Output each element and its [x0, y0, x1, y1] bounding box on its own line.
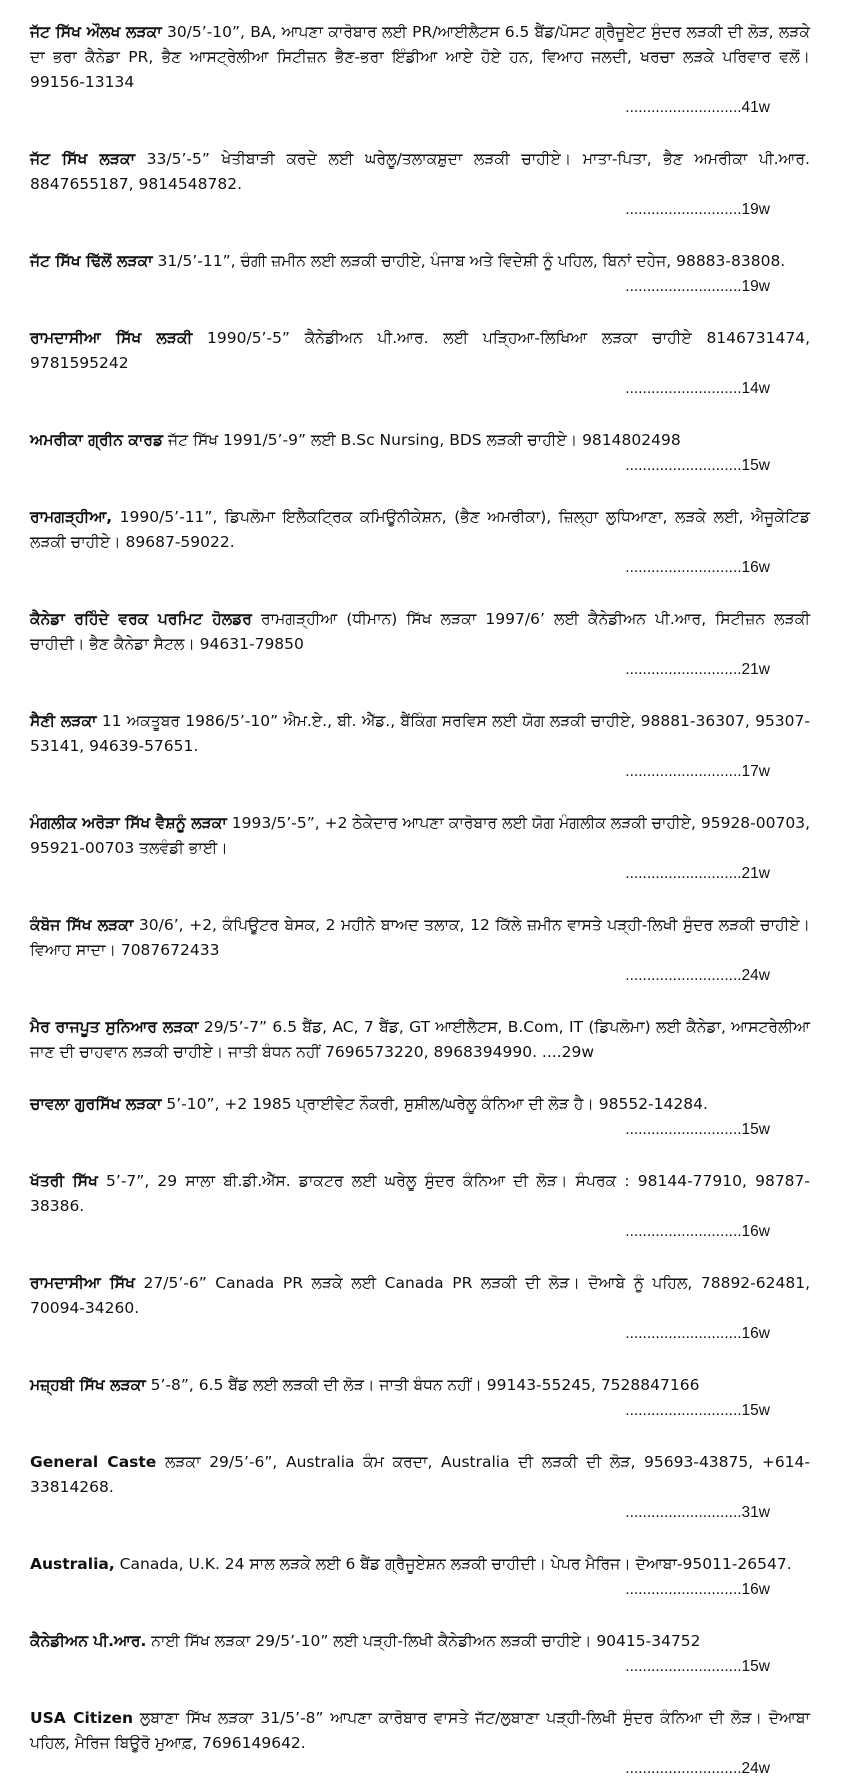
ad-code-line: [30, 1117, 810, 1142]
ad-code-line: [30, 376, 810, 401]
ad-body-text: 5’-8”, 6.5 ਬੈਂਡ ਲਈ ਲੜਕੀ ਦੀ ਲੋੜ। ਜਾਤੀ ਬੰਧਨ ਨਹੀਂ। 99143-55245, 7528847166: [145, 1376, 700, 1394]
ad-code: ...........................19w: [625, 201, 770, 218]
matrimonial-ad: [30, 1271, 810, 1346]
ad-body-text: 31/5’-11”, ਚੰਗੀ ਜ਼ਮੀਨ ਲਈ ਲੜਕੀ ਚਾਹੀਏ, ਪੰਜਾਬ ਅਤੇ ਵਿਦੇਸ਼ੀ ਨੂੰ ਪਹਿਲ, ਬਿਨਾਂ ਦਹੇਜ, 98883-83808.: [152, 252, 786, 270]
matrimonial-ad: [30, 326, 810, 401]
ad-code: ...........................15w: [625, 1402, 770, 1419]
ad-lead-text: ਖੱਤਰੀ ਸਿੱਖ: [30, 1172, 98, 1190]
matrimonial-ad: [30, 1169, 810, 1244]
ad-lead-text: ਅਮਰੀਕਾ ਗ੍ਰੀਨ ਕਾਰਡ: [30, 431, 164, 449]
matrimonial-ad: [30, 1629, 810, 1679]
ad-body-text: 11 ਅਕਤੂਬਰ 1986/5’-10” ਐਮ.ਏ., ਬੀ. ਐੱਡ., ਬੈਂਕਿੰਗ ਸਰਵਿਸ ਲਈ ਯੋਗ ਲੜਕੀ ਚਾਹੀਏ, 98881-36307, 95307-53141, 94639-57651.: [30, 712, 810, 755]
ad-body-text: 1990/5’-5” ਕੈਨੇਡੀਅਨ ਪੀ.ਆਰ. ਲਈ ਪੜ੍ਹਿਆ-ਲਿਖਿਆ ਲੜਕਾ ਚਾਹੀਏ 8146731474, 9781595242: [30, 329, 810, 372]
ad-body-text: 27/5’-6” Canada PR ਲੜਕੇ ਲਈ Canada PR ਲੜਕੀ ਦੀ ਲੋੜ। ਦੋਆਬੇ ਨੂੰ ਪਹਿਲ, 78892-62481, 70094-34260.: [30, 1274, 811, 1317]
ad-code: ...........................15w: [625, 1121, 770, 1138]
ad-body-text: Canada, U.K. 24 ਸਾਲ ਲੜਕੇ ਲਈ 6 ਬੈਂਡ ਗ੍ਰੈਜੂਏਸ਼ਨ ਲੜਕੀ ਚਾਹੀਦੀ। ਪੇਪਰ ਮੈਰਿਜ। ਦੋਆਬਾ-95011-26547.: [114, 1555, 792, 1573]
ad-body-text: 33/5’-5” ਖੇਤੀਬਾੜੀ ਕਰਦੇ ਲਈ ਘਰੇਲੂ/ਤਲਾਕਸ਼ੁਦਾ ਲੜਕੀ ਚਾਹੀਏ। ਮਾਤਾ-ਪਿਤਾ, ਭੈਣ ਅਮਰੀਕਾ ਪੀ.ਆਰ. 8847655187, 9814548782.: [30, 150, 810, 193]
ad-body-text: 5’-7”, 29 ਸਾਲਾ ਬੀ.ਡੀ.ਐੱਸ. ਡਾਕਟਰ ਲਈ ਘਰੇਲੂ ਸੁੰਦਰ ਕੰਨਿਆ ਦੀ ਲੋੜ। ਸੰਪਰਕ : 98144-77910, 98787-38386.: [30, 1172, 810, 1215]
ad-code: ...........................16w: [625, 559, 770, 576]
ad-body-text: 30/5’-10”, BA, ਆਪਣਾ ਕਾਰੋਬਾਰ ਲਈ PR/ਆਈਲੈਟਸ 6.5 ਬੈਂਡ/ਪੋਸਟ ਗ੍ਰੈਜੂਏਟ ਸੁੰਦਰ ਲੜਕੀ ਦੀ ਲੋੜ, ਲੜਕੇ ਦਾ ਭਰਾ ਕੈਨੇਡਾ PR, ਭੈਣ ਆਸਟ੍ਰੇਲੀਆ ਸਿਟੀਜ਼ਨ ਭੈਣ-ਭਰਾ ਇੰਡੀਆ ਆਏ ਹੋਏ ਹਨ, ਵਿਆਹ ਜਲਦੀ, ਖਰਚਾ ਲੜਕੇ ਪਰਿਵਾਰ ਵਲੋਂ। 99156-13134: [30, 23, 810, 91]
ad-code-line: [30, 1398, 810, 1423]
ad-code: ...........................21w: [625, 661, 770, 678]
matrimonial-ad: [30, 1706, 810, 1781]
ad-lead-text: ਰਾਮਦਾਸੀਆ ਸਿੱਖ: [30, 1274, 135, 1292]
ad-lead-text: ਜੱਟ ਸਿੱਖ ਢਿੱਲੋਂ ਲੜਕਾ: [30, 252, 153, 270]
ad-code: ...........................31w: [625, 1504, 770, 1521]
matrimonial-ad: [30, 1092, 810, 1142]
matrimonial-ad: [30, 249, 810, 299]
ad-code-line: [30, 963, 810, 988]
ad-code: ...........................41w: [625, 99, 770, 116]
ad-code: ...........................17w: [625, 763, 770, 780]
ad-code: ...........................15w: [625, 1658, 770, 1675]
ad-code-line: [30, 1219, 810, 1244]
ad-body-text: ਲੜਕਾ 29/5’-6”, Australia ਕੰਮ ਕਰਦਾ, Australia ਦੀ ਲੜਕੀ ਦੀ ਲੋੜ, 95693-43875, +614-33814268.: [30, 1453, 810, 1496]
ad-body-text: ਜੱਟ ਸਿੱਖ 1991/5’-9” ਲਈ B.Sc Nursing, BDS ਲੜਕੀ ਚਾਹੀਏ। 9814802498: [163, 431, 681, 449]
ad-body-text: 29/5’-7” 6.5 ਬੈਂਡ, AC, 7 ਬੈਂਡ, GT ਆਈਲੈਟਸ, B.Com, IT (ਡਿਪਲੋਮਾ) ਲਈ ਕੈਨੇਡਾ, ਆਸਟਰੇਲੀਆ ਜਾਣ ਦੀ ਚਾਹਵਾਨ ਲੜਕੀ ਚਾਹੀਏ। ਜਾਤੀ ਬੰਧਨ ਨਹੀਂ 7696573220, 8968394990. ....29w: [30, 1018, 810, 1061]
matrimonial-ads-list: [30, 20, 810, 1781]
matrimonial-ad: [30, 505, 810, 580]
ad-code: ...........................16w: [625, 1581, 770, 1598]
ad-code: ...........................16w: [625, 1325, 770, 1342]
ad-code-line: [30, 1321, 810, 1346]
ad-code-line: [30, 861, 810, 886]
ad-code: ...........................21w: [625, 865, 770, 882]
ad-body-text: 5’-10”, +2 1985 ਪ੍ਰਾਈਵੇਟ ਨੌਕਰੀ, ਸੁਸ਼ੀਲ/ਘਰੇਲੂ ਕੰਨਿਆ ਦੀ ਲੋੜ ਹੈ। 98552-14284.: [161, 1095, 708, 1113]
ad-body-text: 1993/5’-5”, +2 ਠੇਕੇਦਾਰ ਆਪਣਾ ਕਾਰੋਬਾਰ ਲਈ ਯੋਗ ਮੰਗਲੀਕ ਲੜਕੀ ਚਾਹੀਏ, 95928-00703, 95921-00703 ਤਲਵੰਡੀ ਭਾਈ।: [30, 814, 810, 857]
ad-lead-text: ਮੰਗਲੀਕ ਅਰੋੜਾ ਸਿੱਖ ਵੈਸ਼ਨੂੰ ਲੜਕਾ: [30, 814, 227, 832]
ad-code-line: [30, 759, 810, 784]
ad-lead-text: ਕੈਨੇਡੀਅਨ ਪੀ.ਆਰ.: [30, 1632, 147, 1650]
ad-code-line: [30, 555, 810, 580]
matrimonial-ad: [30, 428, 810, 478]
ad-body-text: ਰਾਮਗੜ੍ਹੀਆ (ਧੀਮਾਨ) ਸਿੱਖ ਲੜਕਾ 1997/6’ ਲਈ ਕੈਨੇਡੀਅਨ ਪੀ.ਆਰ, ਸਿਟੀਜ਼ਨ ਲੜਕੀ ਚਾਹੀਦੀ। ਭੈਣ ਕੈਨੇਡਾ ਸੈਟਲ। 94631-79850: [30, 610, 811, 653]
ad-code-line: [30, 197, 810, 222]
ad-code: ...........................16w: [625, 1223, 770, 1240]
ad-lead-text: USA Citizen: [30, 1709, 134, 1727]
matrimonial-ad: [30, 913, 810, 988]
ad-lead-text: ਰਾਮਦਾਸੀਆ ਸਿੱਖ ਲੜਕੀ: [30, 329, 193, 347]
matrimonial-ad: [30, 709, 810, 784]
ad-code-line: [30, 1577, 810, 1602]
ad-lead-text: ਜੱਟ ਸਿੱਖ ਲੜਕਾ: [30, 150, 136, 168]
ad-body-text: ਲੁਬਾਣਾ ਸਿੱਖ ਲੜਕਾ 31/5’-8” ਆਪਣਾ ਕਾਰੋਬਾਰ ਵਾਸਤੇ ਜੱਟ/ਲੁਬਾਣਾ ਪੜ੍ਹੀ-ਲਿਖੀ ਸੁੰਦਰ ਕੰਨਿਆ ਦੀ ਲੋੜ। ਦੋਆਬਾ ਪਹਿਲ, ਮੈਰਿਜ ਬਿਊਰੋ ਮੁਆਫ਼, 7696149642.: [30, 1709, 810, 1752]
ad-body-text: 1990/5’-11”, ਡਿਪਲੋਮਾ ਇਲੈਕਟ੍ਰਿਕ ਕਮਿਊਨੀਕੇਸ਼ਨ, (ਭੈਣ ਅਮਰੀਕਾ), ਜ਼ਿਲ੍ਹਾ ਲੁਧਿਆਣਾ, ਲੜਕੇ ਲਈ, ਐਜੂਕੇਟਿਡ ਲੜਕੀ ਚਾਹੀਏ। 89687-59022.: [30, 508, 810, 551]
ad-code: ...........................24w: [625, 967, 770, 984]
matrimonial-ad: [30, 1373, 810, 1423]
ad-lead-text: ਕੈਨੇਡਾ ਰਹਿੰਦੇ ਵਰਕ ਪਰਮਿਟ ਹੋਲਡਰ: [30, 610, 252, 628]
matrimonial-ad: [30, 607, 810, 682]
ad-code-line: [30, 657, 810, 682]
ad-lead-text: ਚਾਵਲਾ ਗੁਰਸਿੱਖ ਲੜਕਾ: [30, 1095, 162, 1113]
matrimonial-ad: [30, 1015, 810, 1065]
ad-code: ...........................19w: [625, 278, 770, 295]
ad-lead-text: ਰਾਮਗੜ੍ਹੀਆ,: [30, 508, 113, 526]
ad-lead-text: ਸੈਣੀ ਲੜਕਾ: [30, 712, 97, 730]
ad-code-line: [30, 1756, 810, 1781]
ad-code: ...........................15w: [625, 457, 770, 474]
ad-code-line: [30, 1500, 810, 1525]
ad-body-text: 30/6’, +2, ਕੰਪਿਊਟਰ ਬੇਸਕ, 2 ਮਹੀਨੇ ਬਾਅਦ ਤਲਾਕ, 12 ਕਿੱਲੇ ਜ਼ਮੀਨ ਵਾਸਤੇ ਪੜ੍ਹੀ-ਲਿਖੀ ਸੁੰਦਰ ਲੜਕੀ ਚਾਹੀਏ। ਵਿਆਹ ਸਾਦਾ। 7087672433: [30, 916, 810, 959]
ad-code-line: [30, 274, 810, 299]
ad-lead-text: General Caste: [30, 1453, 157, 1471]
ad-lead-text: ਮਜ਼੍ਹਬੀ ਸਿੱਖ ਲੜਕਾ: [30, 1376, 146, 1394]
ad-code-line: [30, 453, 810, 478]
matrimonial-ad: [30, 811, 810, 886]
ad-code-line: [30, 1654, 810, 1679]
ad-code: ...........................24w: [625, 1760, 770, 1777]
matrimonial-ad: [30, 20, 810, 120]
ad-code: ...........................14w: [625, 380, 770, 397]
ad-lead-text: ਜੱਟ ਸਿੱਖ ਔਲਖ ਲੜਕਾ: [30, 23, 162, 41]
ad-lead-text: ਕੰਬੋਜ ਸਿੱਖ ਲੜਕਾ: [30, 916, 134, 934]
matrimonial-ad: [30, 1552, 810, 1602]
matrimonial-ad: [30, 147, 810, 222]
ad-lead-text: ਮੈਰ ਰਾਜਪੂਤ ਸੁਨਿਆਰ ਲੜਕਾ: [30, 1018, 199, 1036]
ad-lead-text: Australia,: [30, 1555, 115, 1573]
ad-body-text: ਨਾਈ ਸਿੱਖ ਲੜਕਾ 29/5’-10” ਲਈ ਪੜ੍ਹੀ-ਲਿਖੀ ਕੈਨੇਡੀਅਨ ਲੜਕੀ ਚਾਹੀਏ। 90415-34752: [146, 1632, 701, 1650]
ad-code-line: [30, 95, 810, 120]
